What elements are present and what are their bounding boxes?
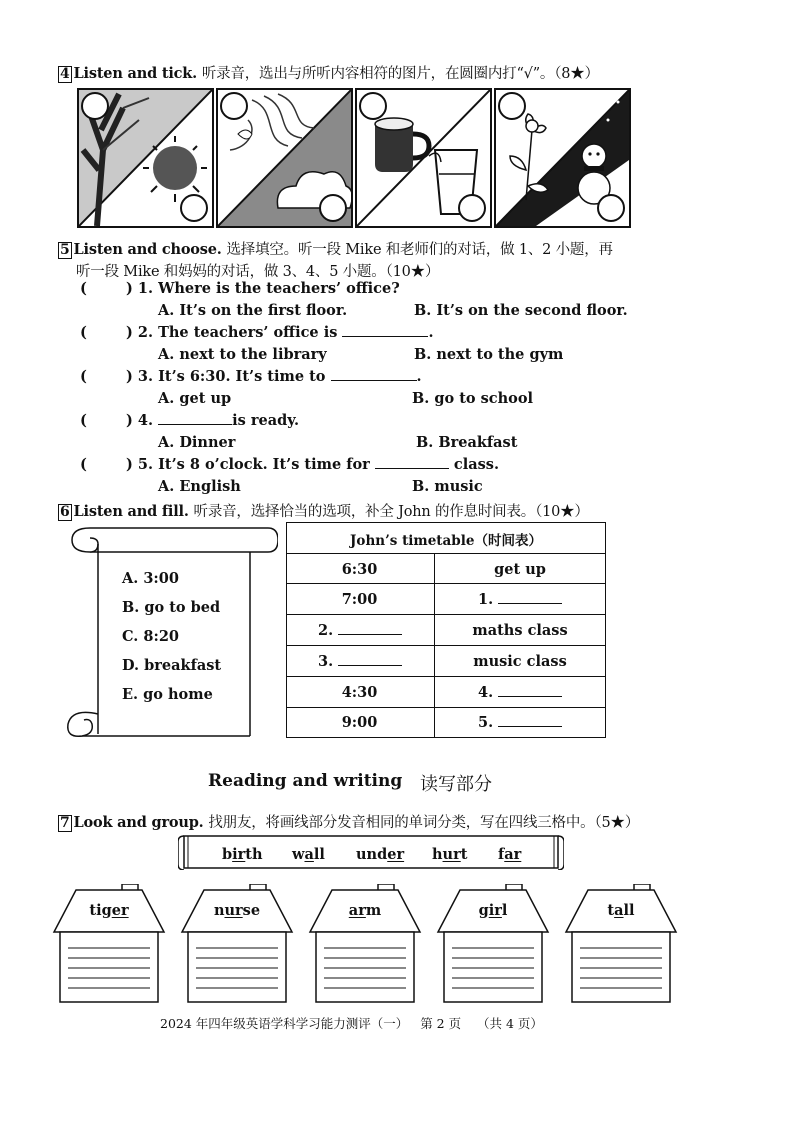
option-c: C. 8:20 xyxy=(122,628,180,645)
house-girl-post: l xyxy=(501,902,508,919)
section7-title: Look and group. xyxy=(73,814,204,831)
section6-number: 6 xyxy=(60,504,70,520)
answer-circle-7[interactable] xyxy=(498,92,526,120)
q2-option-a[interactable]: A. next to the library xyxy=(158,346,327,363)
blank-5[interactable] xyxy=(498,714,562,727)
row6-blank-label: 5. xyxy=(478,714,494,731)
section5-instruction-line2: 听一段 Mike 和妈妈的对话，做 3、4、5 小题。 xyxy=(76,264,386,280)
house-girl-ul: ir xyxy=(488,902,502,919)
row2-blank-label: 1. xyxy=(478,591,494,608)
word-under-ul: er xyxy=(387,846,405,863)
word-birth-ul: ir xyxy=(232,846,246,863)
q5-option-b[interactable]: B. music xyxy=(412,478,483,495)
word-far xyxy=(498,846,521,863)
word-wall-pre: w xyxy=(292,846,305,863)
answer-circle-6[interactable] xyxy=(458,194,486,222)
picture-flower-and-snowman xyxy=(494,88,631,228)
row2-activity[interactable] xyxy=(478,591,562,608)
house-arm-post: m xyxy=(365,902,382,919)
q1-stem-text: ) 1. Where is the teachers’ office? xyxy=(126,280,400,297)
word-far-pre: f xyxy=(498,846,505,863)
section5-heading xyxy=(58,238,613,259)
word-far-ul: ar xyxy=(504,846,522,863)
part-title-en: Reading and writing xyxy=(208,771,403,791)
q5-stem-text: ) 5. It’s 8 o’clock. It’s time for xyxy=(126,456,370,473)
q4-stem xyxy=(126,412,299,429)
word-wall-post: ll xyxy=(313,846,325,863)
q2-option-b[interactable]: B. next to the gym xyxy=(414,346,564,363)
q1-option-b[interactable]: B. It’s on the second floor. xyxy=(414,302,628,319)
q2-stem-after: . xyxy=(428,324,434,341)
option-d: D. breakfast xyxy=(122,657,222,674)
row4-time[interactable] xyxy=(318,653,402,670)
house-tiger-pre: tig xyxy=(89,902,112,919)
row6-activity[interactable] xyxy=(478,714,562,731)
section5-score: （10★） xyxy=(385,264,440,280)
row5-blank-label: 4. xyxy=(478,684,494,701)
q2-blank[interactable] xyxy=(342,324,428,337)
word-wall-ul: a xyxy=(304,846,314,863)
blank-1[interactable] xyxy=(498,591,562,604)
house-arm-ul: ar xyxy=(348,902,366,919)
section4-score: （8★） xyxy=(554,66,599,82)
row3-blank-label: 2. xyxy=(318,622,334,639)
house-tall-post: ll xyxy=(623,902,635,919)
house-word-nurse xyxy=(197,902,277,919)
row6-time: 9:00 xyxy=(341,714,378,731)
section4-heading xyxy=(58,62,599,83)
house-tiger-ul: er xyxy=(111,902,129,919)
q5-blank[interactable] xyxy=(375,456,449,469)
section4-number: 4 xyxy=(60,66,70,82)
q4-stem-after: is ready. xyxy=(232,412,300,429)
q4-option-b[interactable]: B. Breakfast xyxy=(416,434,518,451)
section5-instruction-line1: 选择填空。听一段 Mike 和老师们的对话，做 1、2 小题，再 xyxy=(226,242,613,258)
option-b: B. go to bed xyxy=(122,599,221,616)
word-birth-pre: b xyxy=(222,846,233,863)
blank-2[interactable] xyxy=(338,622,402,635)
section5-heading-line2 xyxy=(76,260,439,281)
section7-heading xyxy=(58,811,639,832)
row3-activity: maths class xyxy=(472,622,568,639)
page-footer: 2024 年四年级英语学科学习能力测评（一） 第 2 页 （共 4 页） xyxy=(160,1016,543,1031)
section5-title: Listen and choose. xyxy=(73,241,222,258)
word-hurt-pre: h xyxy=(432,846,443,863)
house-nurse-pre: n xyxy=(213,902,225,919)
section5-number: 5 xyxy=(60,242,70,258)
answer-circle-3[interactable] xyxy=(220,92,248,120)
q4-paren: ( xyxy=(80,412,87,429)
row5-activity[interactable] xyxy=(478,684,562,701)
q3-stem-after: . xyxy=(416,368,422,385)
row4-activity: music class xyxy=(473,653,567,670)
word-hurt-ul: ur xyxy=(442,846,461,863)
section4-title: Listen and tick. xyxy=(73,65,197,82)
word-under-pre: und xyxy=(356,846,388,863)
section7-number: 7 xyxy=(60,815,70,831)
house-word-tiger xyxy=(69,902,149,919)
q4-stem-text: ) 4. xyxy=(126,412,154,429)
q3-blank[interactable] xyxy=(331,368,417,381)
picture-wind-and-cloud xyxy=(216,88,353,228)
q1-paren: ( xyxy=(80,280,87,297)
picture-mug-and-glass xyxy=(355,88,492,228)
house-word-tall xyxy=(581,902,661,919)
house-girl-pre: g xyxy=(478,902,489,919)
q2-paren: ( xyxy=(80,324,87,341)
house-word-arm xyxy=(325,902,405,919)
part-title-cn: 读写部分 xyxy=(420,774,492,795)
house-word-girl xyxy=(453,902,533,919)
section7-instruction: 找朋友，将画线部分发音相同的单词分类，写在四线三格中。 xyxy=(208,815,595,831)
answer-circle-8[interactable] xyxy=(597,194,625,222)
house-tall-ul: a xyxy=(614,902,624,919)
q1-option-a[interactable]: A. It’s on the first floor. xyxy=(158,302,348,319)
answer-circle-4[interactable] xyxy=(319,194,347,222)
row1-activity: get up xyxy=(494,561,546,578)
blank-3[interactable] xyxy=(338,653,402,666)
timetable-title: John’s timetable（时间表） xyxy=(350,533,542,549)
word-birth-post: th xyxy=(245,846,263,863)
house-tall-pre: t xyxy=(607,902,615,919)
q4-option-a[interactable]: A. Dinner xyxy=(158,434,236,451)
q3-option-a[interactable]: A. get up xyxy=(158,390,232,407)
house-nurse-post: se xyxy=(242,902,261,919)
picture-tree-and-sun xyxy=(77,88,214,228)
word-birth xyxy=(222,846,263,863)
row2-time: 7:00 xyxy=(341,591,378,608)
row4-blank-label: 3. xyxy=(318,653,334,670)
word-under xyxy=(356,846,404,863)
row3-time[interactable] xyxy=(318,622,402,639)
row5-time: 4:30 xyxy=(341,684,378,701)
blank-4[interactable] xyxy=(498,684,562,697)
q5-option-a[interactable]: A. English xyxy=(158,478,241,495)
section6-instruction: 听录音，选择恰当的选项，补全 John 的作息时间表。 xyxy=(193,504,536,520)
q3-paren: ( xyxy=(80,368,87,385)
section4-instruction: 听录音，选出与所听内容相符的图片，在圆圈内打“√”。 xyxy=(201,66,555,82)
section6-heading xyxy=(58,500,589,521)
answer-circle-2[interactable] xyxy=(180,194,208,222)
answer-circle-1[interactable] xyxy=(81,92,109,120)
q3-stem-text: ) 3. It’s 6:30. It’s time to xyxy=(126,368,326,385)
word-hurt-post: t xyxy=(460,846,468,863)
q3-stem xyxy=(126,368,422,385)
q5-stem xyxy=(126,456,499,473)
option-e: E. go home xyxy=(122,686,213,703)
q5-stem-after: class. xyxy=(453,456,500,473)
section7-score: （5★） xyxy=(594,815,640,831)
option-a: A. 3:00 xyxy=(122,570,179,587)
q3-option-b[interactable]: B. go to school xyxy=(412,390,534,407)
q2-stem xyxy=(126,324,434,341)
row1-time: 6:30 xyxy=(341,561,378,578)
q1-stem xyxy=(126,280,400,297)
q2-stem-text: ) 2. The teachers’ office is xyxy=(126,324,338,341)
house-nurse-ul: ur xyxy=(224,902,243,919)
section6-score: （10★） xyxy=(535,504,589,520)
word-wall xyxy=(292,846,325,863)
q4-blank[interactable] xyxy=(158,412,232,425)
answer-circle-5[interactable] xyxy=(359,92,387,120)
section6-title: Listen and fill. xyxy=(73,503,189,520)
word-hurt xyxy=(432,846,467,863)
q5-paren: ( xyxy=(80,456,87,473)
